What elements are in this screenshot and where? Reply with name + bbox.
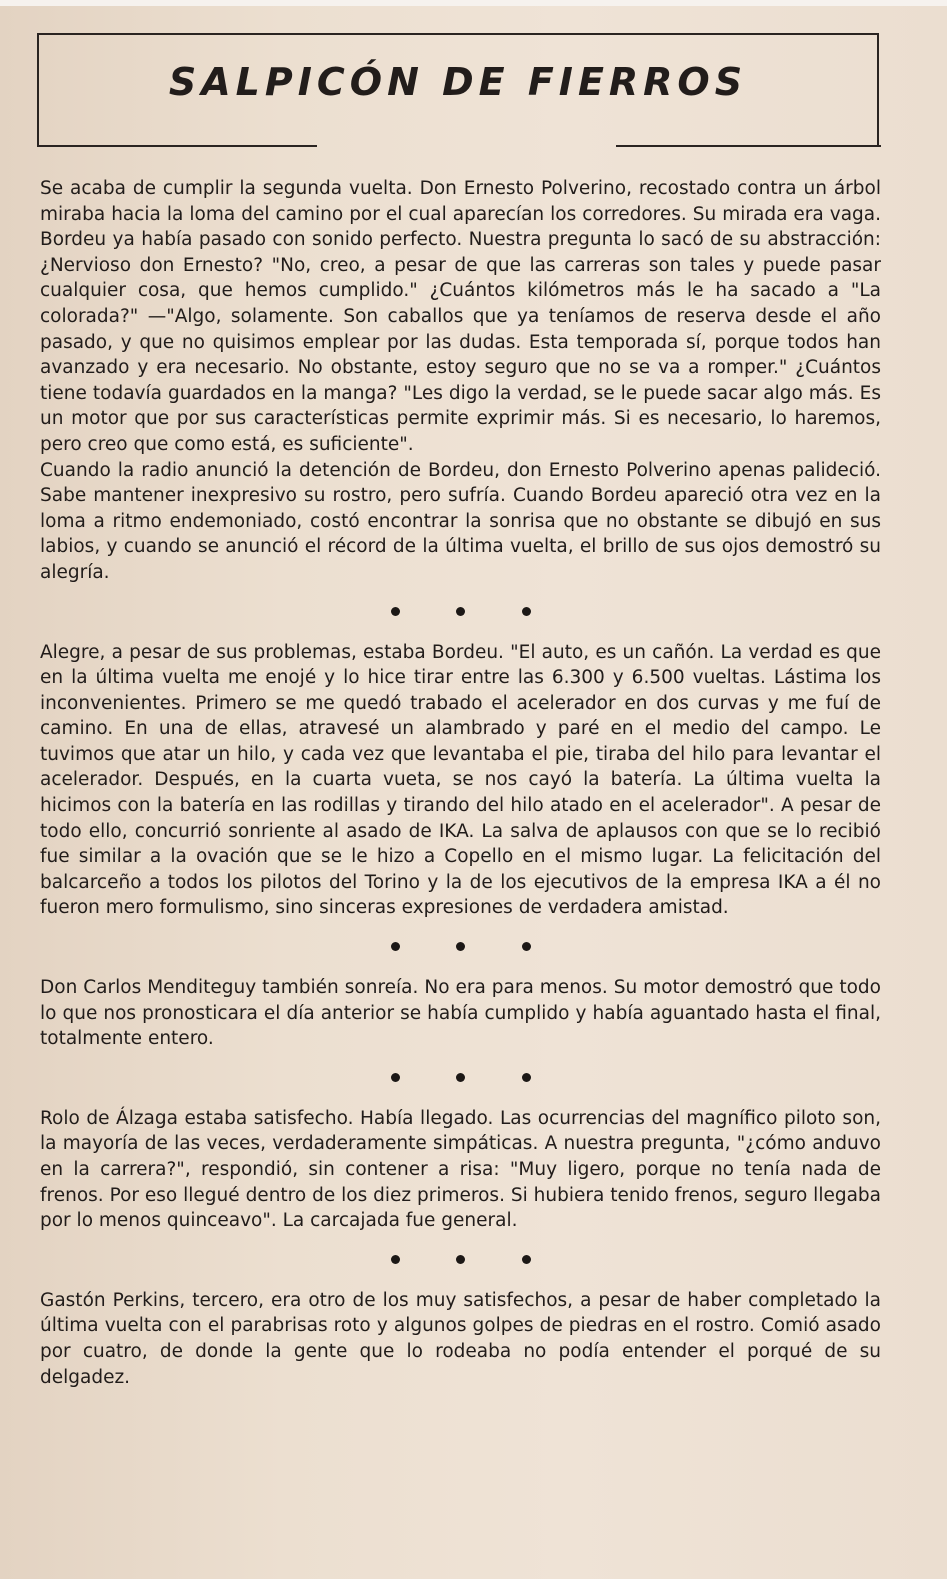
section-separator (40, 1244, 881, 1274)
separator-dot (522, 1255, 531, 1264)
separator-dot (456, 1255, 465, 1264)
section-separator (40, 596, 881, 626)
paragraph-polverino-1: Se acaba de cumplir la segunda vuelta. Don Ernesto Polverino, recostado contra un árbol miraba hacia la loma del camino por el cual aparecían los corredores. Su mirada era vaga. Bordeu ya había pasado con sonido perfecto. Nuestra pregunta lo sacó de su abstracción: ¿Nervioso don Ernesto? "No, creo, a pesar de que las carreras son tales y puede pasar cualquier cosa, que hemos cumplido." ¿Cuántos kilómetros más le ha sacado a "La colorada?" —"Algo, solamente. Son caballos que ya teníamos de reserva desde el año pasado, y que no quisimos emplear por las dudas. Esta temporada sí, porque todos han avanzado y era necesario. No obstante, estoy seguro que no se va a romper." ¿Cuántos tiene todavía guardados en la manga? "Les digo la verdad, se le puede sacar algo más. Es un motor que por sus características permite exprimir más. Si es necesario, lo haremos, pero creo que como está, es suficiente". (40, 178, 881, 455)
separator-dot (456, 1073, 465, 1082)
separator-dot (522, 607, 531, 616)
paragraph-bordeu: Alegre, a pesar de sus problemas, estaba Bordeu. "El auto, es un cañón. La verdad es que en la última vuelta me enojé y lo hice tirar entre las 6.300 y 6.500 vueltas. Lástima los inconvenientes. Primero se me quedó trabado el acelerador en dos curvas y me fuí de camino. En una de ellas, atravesé un alambrado y paré en el medio del campo. Le tuvimos que atar un hilo, y cada vez que levantaba el pie, tiraba del hilo para levantar el acelerador. Después, en la cuarta vueta, se nos cayó la batería. La última vuelta la hicimos con la batería en las rodillas y tirando del hilo atado en el acelerador". A pesar de todo ello, concurrió sonriente al asado de IKA. La salva de aplausos con que se lo recibió fue similar a la ovación que se le hizo a Copello en el mismo lugar. La felicitación del balcarceño a todos los pilotos del Torino y la de los ejecutivos de la empresa IKA a él no fueron mero formulismo, sino sinceras expresiones de verdadera amistad. (40, 641, 881, 919)
separator-dot (522, 1073, 531, 1082)
paragraph-polverino-2: Cuando la radio anunció la detención de Bordeu, don Ernesto Polverino apenas palideció. Sabe mantener inexpresivo su rostro, pero sufría. Cuando Bordeu apareció otra vez en la loma a ritmo endemoniado, costó encontrar la sonrisa que no obstante se dibujó en sus labios, y cuando se anunció el récord de la última vuelta, el brillo de sus ojos demostró su alegría. (40, 459, 881, 583)
separator-dot (391, 607, 400, 616)
paragraph-perkins: Gastón Perkins, tercero, era otro de los muy satisfechos, a pesar de haber completado la última vuelta con el parabrisas roto y algunos golpes de piedras en el rostro. Comió asado por cuatro, de donde la gente que lo rodeaba no podía entender el porqué de su delgadez. (40, 1289, 881, 1388)
separator-dot (456, 607, 465, 616)
paragraph-alzaga: Rolo de Álzaga estaba satisfecho. Había llegado. Las ocurrencias del magnífico piloto son, la mayoría de las veces, verdaderamente simpáticas. A nuestra pregunta, "¿cómo anduvo en la carrera?", respondió, sin contener a risa: "Muy ligero, porque no tenía nada de frenos. Por eso llegué dentro de los diez primeros. Si hubiera tenido frenos, seguro llegaba por lo menos quinceavo". La carcajada fue general. (40, 1107, 881, 1232)
scan-edge (0, 0, 947, 6)
title-frame-rule-left (37, 145, 317, 147)
page-title: SALPICÓN DE FIERROS (168, 60, 748, 104)
separator-dot (391, 1073, 400, 1082)
section-separator (40, 1062, 881, 1092)
paragraph-menditeguy: Don Carlos Menditeguy también sonreía. No era para menos. Su motor demostró que todo lo que nos pronosticara el día anterior se había cumplido y había aguantado hasta el final, totalmente entero. (40, 977, 881, 1050)
article-body (40, 176, 881, 1390)
separator-dot (391, 1255, 400, 1264)
separator-dot (522, 942, 531, 951)
separator-dot (391, 942, 400, 951)
title-frame-rule-right (616, 145, 881, 147)
section-separator (40, 931, 881, 961)
separator-dot (456, 942, 465, 951)
